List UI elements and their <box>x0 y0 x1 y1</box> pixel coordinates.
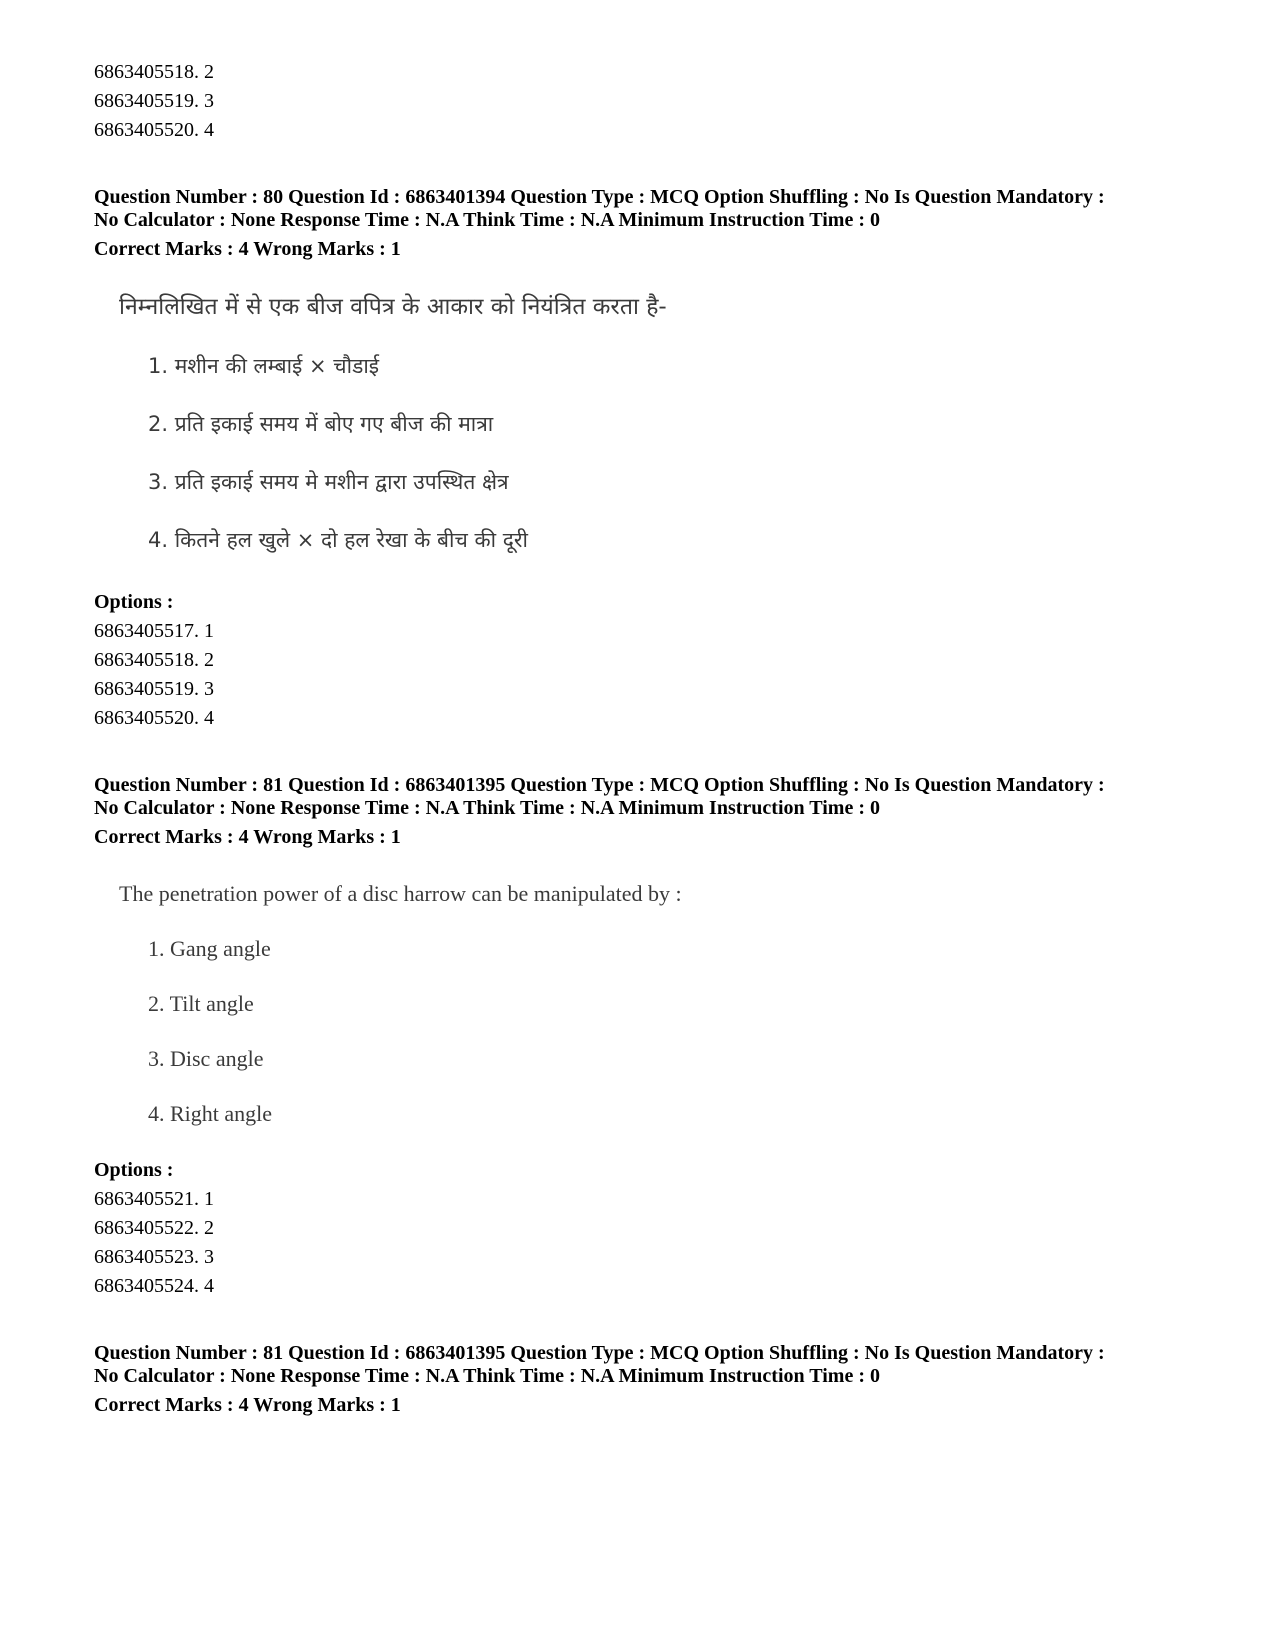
question-item: 4. Right angle <box>148 1101 273 1126</box>
options-label: Options : <box>94 1159 174 1181</box>
option-line: 6863405518. 2 <box>94 649 214 671</box>
question-marks: Correct Marks : 4 Wrong Marks : 1 <box>94 1394 401 1416</box>
option-line: 6863405518. 2 <box>94 61 214 83</box>
option-line: 6863405517. 1 <box>94 620 214 642</box>
question-item: 1. Gang angle <box>148 936 271 961</box>
option-line: 6863405524. 4 <box>94 1275 214 1297</box>
question-meta: No Calculator : None Response Time : N.A Think Time : N.A Minimum Instruction Time : 0 <box>94 209 880 231</box>
question-meta: No Calculator : None Response Time : N.A Think Time : N.A Minimum Instruction Time : 0 <box>94 797 880 819</box>
option-line: 6863405522. 2 <box>94 1217 214 1239</box>
question-item: 3. प्रति इकाई समय मे मशीन द्वारा उपस्थित क्षेत्र <box>148 470 509 494</box>
question-item: 3. Disc angle <box>148 1046 264 1071</box>
question-meta: Question Number : 81 Question Id : 6863401395 Question Type : MCQ Option Shuffling : No Is Question Mandatory : <box>94 1342 1105 1364</box>
option-line: 6863405523. 3 <box>94 1246 214 1268</box>
options-label: Options : <box>94 591 174 613</box>
option-line: 6863405519. 3 <box>94 90 214 112</box>
question-item: 2. प्रति इकाई समय में बोए गए बीज की मात्रा <box>148 412 494 436</box>
question-item: 2. Tilt angle <box>148 991 254 1016</box>
question-marks: Correct Marks : 4 Wrong Marks : 1 <box>94 826 401 848</box>
option-line: 6863405521. 1 <box>94 1188 214 1210</box>
question-marks: Correct Marks : 4 Wrong Marks : 1 <box>94 238 401 260</box>
question-meta: No Calculator : None Response Time : N.A Think Time : N.A Minimum Instruction Time : 0 <box>94 1365 880 1387</box>
question-meta: Question Number : 81 Question Id : 6863401395 Question Type : MCQ Option Shuffling : No Is Question Mandatory : <box>94 774 1105 796</box>
question-stem: The penetration power of a disc harrow can be manipulated by : <box>119 881 682 906</box>
question-meta: Question Number : 80 Question Id : 6863401394 Question Type : MCQ Option Shuffling : No Is Question Mandatory : <box>94 186 1105 208</box>
option-line: 6863405520. 4 <box>94 707 214 729</box>
option-line: 6863405519. 3 <box>94 678 214 700</box>
option-line: 6863405520. 4 <box>94 119 214 141</box>
question-stem: निम्नलिखित में से एक बीज वपित्र के आकार को नियंत्रित करता है- <box>119 294 667 320</box>
question-item: 4. कितने हल खुले × दो हल रेखा के बीच की दूरी <box>148 528 528 552</box>
question-item: 1. मशीन की लम्बाई × चौडाई <box>148 354 380 378</box>
